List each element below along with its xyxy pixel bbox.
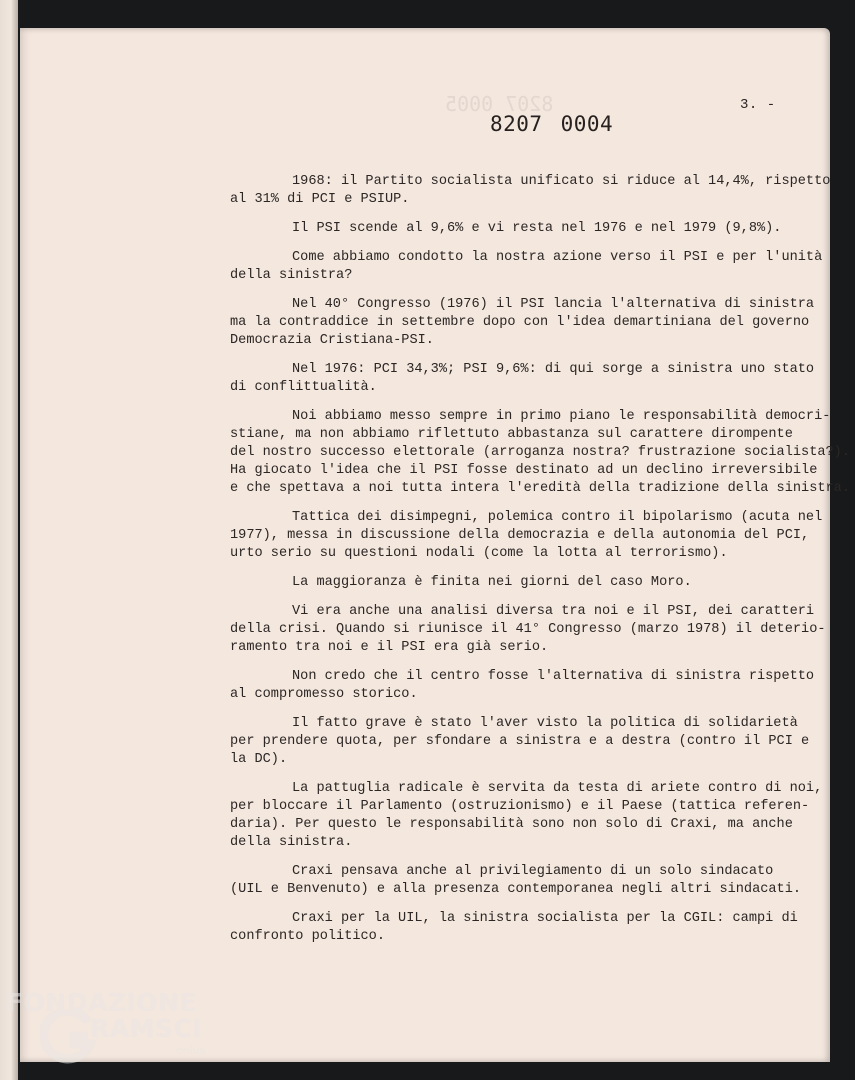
text-line: Nel 1976: PCI 34,3%; PSI 9,6%: di qui sorge a sinistra uno stato xyxy=(292,362,815,377)
paragraph xyxy=(230,173,830,209)
text-line: la DC). xyxy=(230,752,288,767)
fondazione-gramsci-logo xyxy=(6,988,216,1068)
archive-code-part1: 8207 xyxy=(490,112,543,136)
text-line: Democrazia Cristiana-PSI. xyxy=(230,333,434,348)
text-line: Noi abbiamo messo sempre in primo piano le responsabilità democri- xyxy=(292,409,831,424)
left-page-edge xyxy=(0,0,18,1080)
text-line: della sinistra. xyxy=(230,835,353,850)
paragraph xyxy=(230,509,830,563)
paragraph xyxy=(230,715,830,769)
text-line: Come abbiamo condotto la nostra azione verso il PSI e per l'unità xyxy=(292,250,823,265)
text-line: ramento tra noi e il PSI era già serio. xyxy=(230,640,549,655)
text-line: La pattuglia radicale è servita da testa di ariete contro di noi, xyxy=(292,781,823,796)
text-line: Craxi pensava anche al privilegiamento di un solo sindacato xyxy=(292,864,774,879)
page-number: 3. - xyxy=(740,97,776,113)
text-line: ma la contraddice in settembre dopo con l'idea demartiniana del governo xyxy=(230,315,810,330)
text-line: al 31% di PCI e PSIUP. xyxy=(230,192,410,207)
paragraph xyxy=(230,668,830,704)
text-line: Non credo che il centro fosse l'alternativa di sinistra rispetto xyxy=(292,669,815,684)
paragraph xyxy=(230,910,830,946)
logo-line-2: RAMSCI xyxy=(90,1014,203,1043)
typewritten-page xyxy=(20,28,850,1062)
logo-line-1: FONDAZIONE xyxy=(6,988,198,1017)
text-line: confronto politico. xyxy=(230,929,385,944)
text-line: Il fatto grave è stato l'aver visto la politica di solidarietà xyxy=(292,716,798,731)
text-line: Ha giocato l'idea che il PSI fosse destinato ad un declino irreversibile xyxy=(230,463,818,478)
text-line: urto serio su questioni nodali (come la lotta al terrorismo). xyxy=(230,546,728,561)
text-line: della crisi. Quando si riunisce il 41° Congresso (marzo 1978) il deterio- xyxy=(230,622,826,637)
paragraph xyxy=(230,780,830,852)
text-line: per bloccare il Parlamento (ostruzionismo) e il Paese (tattica referen- xyxy=(230,799,810,814)
paragraph xyxy=(230,361,830,397)
text-line: stiane, ma non abbiamo riflettuto abbastanza sul carattere dirompente xyxy=(230,427,793,442)
text-line: della sinistra? xyxy=(230,268,353,283)
logo-suffix: onlus xyxy=(176,1044,206,1057)
paragraph xyxy=(230,863,830,899)
document-body xyxy=(230,173,850,957)
text-line: La maggioranza è finita nei giorni del caso Moro. xyxy=(292,575,692,590)
text-line: Vi era anche una analisi diversa tra noi e il PSI, dei caratteri xyxy=(292,604,815,619)
text-line: al compromesso storico. xyxy=(230,687,418,702)
logo-g-icon xyxy=(40,1010,96,1064)
bleed-through-code: 8207 0005 xyxy=(445,92,554,116)
text-line: e che spettava a noi tutta intera l'eredità della tradizione della sinistra. xyxy=(230,481,850,496)
text-line: Tattica dei disimpegni, polemica contro il bipolarismo (acuta nel xyxy=(292,510,823,525)
text-line: 1968: il Partito socialista unificato si riduce al 14,4%, rispetto xyxy=(292,174,831,189)
text-line: 1977), messa in discussione della democrazia e della autonomia del PCI, xyxy=(230,528,810,543)
paragraph xyxy=(230,249,830,285)
paragraph xyxy=(230,574,830,592)
text-line: daria). Per questo le responsabilità sono non solo di Craxi, ma anche xyxy=(230,817,793,832)
text-line: (UIL e Benvenuto) e alla presenza contemporanea negli altri sindacati. xyxy=(230,882,802,897)
paragraph xyxy=(230,220,830,238)
text-line: Il PSI scende al 9,6% e vi resta nel 1976 e nel 1979 (9,8%). xyxy=(292,221,782,236)
paragraph xyxy=(230,603,830,657)
text-line: per prendere quota, per sfondare a sinistra e a destra (contro il PCI e xyxy=(230,734,810,749)
text-line: di conflittualità. xyxy=(230,380,377,395)
paragraph xyxy=(230,296,830,350)
text-line: Nel 40° Congresso (1976) il PSI lancia l'alternativa di sinistra xyxy=(292,297,815,312)
archive-stamp xyxy=(490,112,613,136)
text-line: del nostro successo elettorale (arroganza nostra? frustrazione socialista?). xyxy=(230,445,850,460)
archive-code-part2: 0004 xyxy=(560,112,614,136)
text-line: Craxi per la UIL, la sinistra socialista per la CGIL: campi di xyxy=(292,911,798,926)
paragraph xyxy=(230,408,850,498)
